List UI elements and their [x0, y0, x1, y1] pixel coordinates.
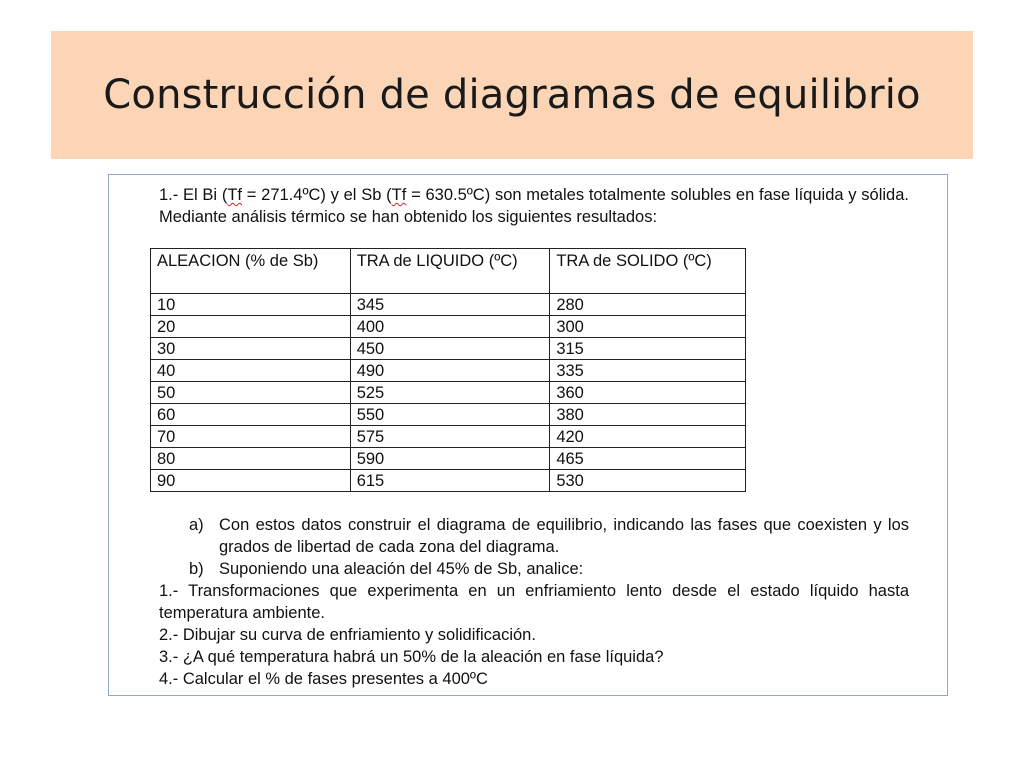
- cell-solid-temp: 380: [550, 404, 746, 426]
- cell-liquid-temp: 400: [350, 316, 550, 338]
- question-b: [159, 558, 909, 580]
- table-row: [151, 316, 746, 338]
- cell-solid-temp: 420: [550, 426, 746, 448]
- problem-statement: [159, 184, 909, 228]
- question-a-letter: a): [189, 516, 204, 534]
- problem-document: [108, 174, 948, 696]
- sub-question-1: 1.- Transformaciones que experimenta en un enfriamiento lento desde el estado líquido hasta temperatura ambiente.: [159, 582, 909, 622]
- cell-alloy: 80: [151, 448, 351, 470]
- table-row: [151, 404, 746, 426]
- slide-title: Construcción de diagramas de equilibrio: [103, 72, 921, 118]
- cell-alloy: 20: [151, 316, 351, 338]
- header-alloy: ALEACION (% de Sb): [151, 249, 351, 294]
- cell-solid-temp: 530: [550, 470, 746, 492]
- cell-alloy: 10: [151, 294, 351, 316]
- cell-liquid-temp: 575: [350, 426, 550, 448]
- cell-solid-temp: 315: [550, 338, 746, 360]
- table-row: [151, 360, 746, 382]
- question-b-text: Suponiendo una aleación del 45% de Sb, analice:: [219, 560, 584, 578]
- table-header-row: [151, 249, 746, 294]
- cell-solid-temp: 300: [550, 316, 746, 338]
- cell-alloy: 50: [151, 382, 351, 404]
- sub-question-3: 3.- ¿A qué temperatura habrá un 50% de la aleación en fase líquida?: [159, 648, 664, 666]
- cell-solid-temp: 280: [550, 294, 746, 316]
- cell-alloy: 60: [151, 404, 351, 426]
- sub-question-2: 2.- Dibujar su curva de enfriamiento y solidificación.: [159, 626, 536, 644]
- question-a: [159, 514, 909, 558]
- question-b-letter: b): [189, 560, 204, 578]
- intro-text-part3: = 630.5ºC) son metales totalmente solubles en fase líquida y sólida. Mediante análisis térmico se han obtenido los siguientes resultados:: [159, 186, 909, 226]
- intro-text-part2: = 271.4ºC) y el Sb (: [242, 186, 392, 204]
- question-a-text: Con estos datos construir el diagrama de equilibrio, indicando las fases que coexisten y los grados de libertad de cada zona del diagrama.: [219, 516, 909, 556]
- table-row: [151, 338, 746, 360]
- sub-question-4: 4.- Calcular el % de fases presentes a 400ºC: [159, 670, 488, 688]
- cell-solid-temp: 465: [550, 448, 746, 470]
- cell-liquid-temp: 525: [350, 382, 550, 404]
- table-row: [151, 448, 746, 470]
- cell-liquid-temp: 550: [350, 404, 550, 426]
- cell-alloy: 30: [151, 338, 351, 360]
- table-row: [151, 294, 746, 316]
- table-row: [151, 382, 746, 404]
- cell-alloy: 90: [151, 470, 351, 492]
- header-liquid-temp: TRA de LIQUIDO (ºC): [350, 249, 550, 294]
- table-row: [151, 470, 746, 492]
- spellcheck-flagged-word: Tf: [391, 186, 407, 204]
- spellcheck-flagged-word: Tf: [227, 186, 243, 204]
- table-row: [151, 426, 746, 448]
- thermal-analysis-table: [150, 248, 746, 492]
- cell-liquid-temp: 345: [350, 294, 550, 316]
- cell-liquid-temp: 490: [350, 360, 550, 382]
- header-solid-temp: TRA de SOLIDO (ºC): [550, 249, 746, 294]
- cell-liquid-temp: 590: [350, 448, 550, 470]
- cell-alloy: 40: [151, 360, 351, 382]
- questions-section: [159, 514, 909, 690]
- cell-solid-temp: 360: [550, 382, 746, 404]
- cell-liquid-temp: 615: [350, 470, 550, 492]
- cell-alloy: 70: [151, 426, 351, 448]
- intro-text-part1: 1.- El Bi (: [159, 186, 228, 204]
- cell-liquid-temp: 450: [350, 338, 550, 360]
- slide-title-bar: [51, 31, 973, 159]
- cell-solid-temp: 335: [550, 360, 746, 382]
